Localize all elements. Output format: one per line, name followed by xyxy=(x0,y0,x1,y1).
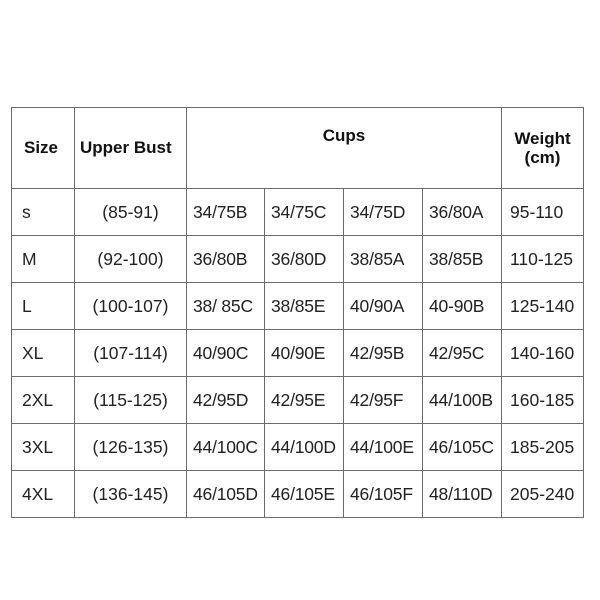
cup-cell: 42/95C xyxy=(423,330,502,377)
table-row xyxy=(12,236,584,283)
cups-header: Cups xyxy=(187,108,502,189)
upper-bust-cell: (100-107) xyxy=(75,283,187,330)
cup-cell: 34/75B xyxy=(187,189,265,236)
upper-bust-cell: (85-91) xyxy=(75,189,187,236)
table-row xyxy=(12,471,584,518)
weight-cell: 185-205 xyxy=(502,424,584,471)
cup-cell: 46/105D xyxy=(187,471,265,518)
cup-cell: 38/85E xyxy=(265,283,344,330)
upper-bust-header: Upper Bust xyxy=(75,108,187,189)
cup-cell: 40/90E xyxy=(265,330,344,377)
weight-header-unit: (cm) xyxy=(524,148,561,167)
size-cell: 4XL xyxy=(12,471,75,518)
cup-cell: 36/80A xyxy=(423,189,502,236)
weight-cell: 110-125 xyxy=(502,236,584,283)
weight-header-label: Weight xyxy=(514,129,571,148)
cup-cell: 46/105C xyxy=(423,424,502,471)
cup-cell: 42/95E xyxy=(265,377,344,424)
cup-cell: 36/80B xyxy=(187,236,265,283)
weight-cell: 95-110 xyxy=(502,189,584,236)
cup-cell: 36/80D xyxy=(265,236,344,283)
cup-cell: 38/85A xyxy=(344,236,423,283)
size-cell: M xyxy=(12,236,75,283)
cup-cell: 46/105E xyxy=(265,471,344,518)
weight-header xyxy=(502,108,584,189)
table-row xyxy=(12,377,584,424)
upper-bust-cell: (115-125) xyxy=(75,377,187,424)
upper-bust-cell: (126-135) xyxy=(75,424,187,471)
cup-cell: 40-90B xyxy=(423,283,502,330)
table-row xyxy=(12,283,584,330)
size-cell: L xyxy=(12,283,75,330)
cup-cell: 42/95F xyxy=(344,377,423,424)
cup-cell: 38/ 85C xyxy=(187,283,265,330)
cup-cell: 48/110D xyxy=(423,471,502,518)
weight-cell: 125-140 xyxy=(502,283,584,330)
cup-cell: 42/95D xyxy=(187,377,265,424)
cup-cell: 44/100D xyxy=(265,424,344,471)
size-cell: 2XL xyxy=(12,377,75,424)
weight-cell: 160-185 xyxy=(502,377,584,424)
cup-cell: 44/100C xyxy=(187,424,265,471)
size-cell: XL xyxy=(12,330,75,377)
upper-bust-cell: (92-100) xyxy=(75,236,187,283)
cup-cell: 34/75C xyxy=(265,189,344,236)
table-body xyxy=(12,189,584,518)
cup-cell: 38/85B xyxy=(423,236,502,283)
size-cell: 3XL xyxy=(12,424,75,471)
cup-cell: 42/95B xyxy=(344,330,423,377)
cup-cell: 34/75D xyxy=(344,189,423,236)
weight-cell: 205-240 xyxy=(502,471,584,518)
upper-bust-cell: (136-145) xyxy=(75,471,187,518)
weight-cell: 140-160 xyxy=(502,330,584,377)
cup-cell: 46/105F xyxy=(344,471,423,518)
table-row xyxy=(12,189,584,236)
cup-cell: 40/90A xyxy=(344,283,423,330)
header-row xyxy=(12,108,584,189)
table-row xyxy=(12,330,584,377)
cup-cell: 44/100B xyxy=(423,377,502,424)
table-row xyxy=(12,424,584,471)
size-header: Size xyxy=(12,108,75,189)
cup-cell: 40/90C xyxy=(187,330,265,377)
size-cell: s xyxy=(12,189,75,236)
cup-cell: 44/100E xyxy=(344,424,423,471)
upper-bust-cell: (107-114) xyxy=(75,330,187,377)
size-chart-table xyxy=(11,107,584,518)
